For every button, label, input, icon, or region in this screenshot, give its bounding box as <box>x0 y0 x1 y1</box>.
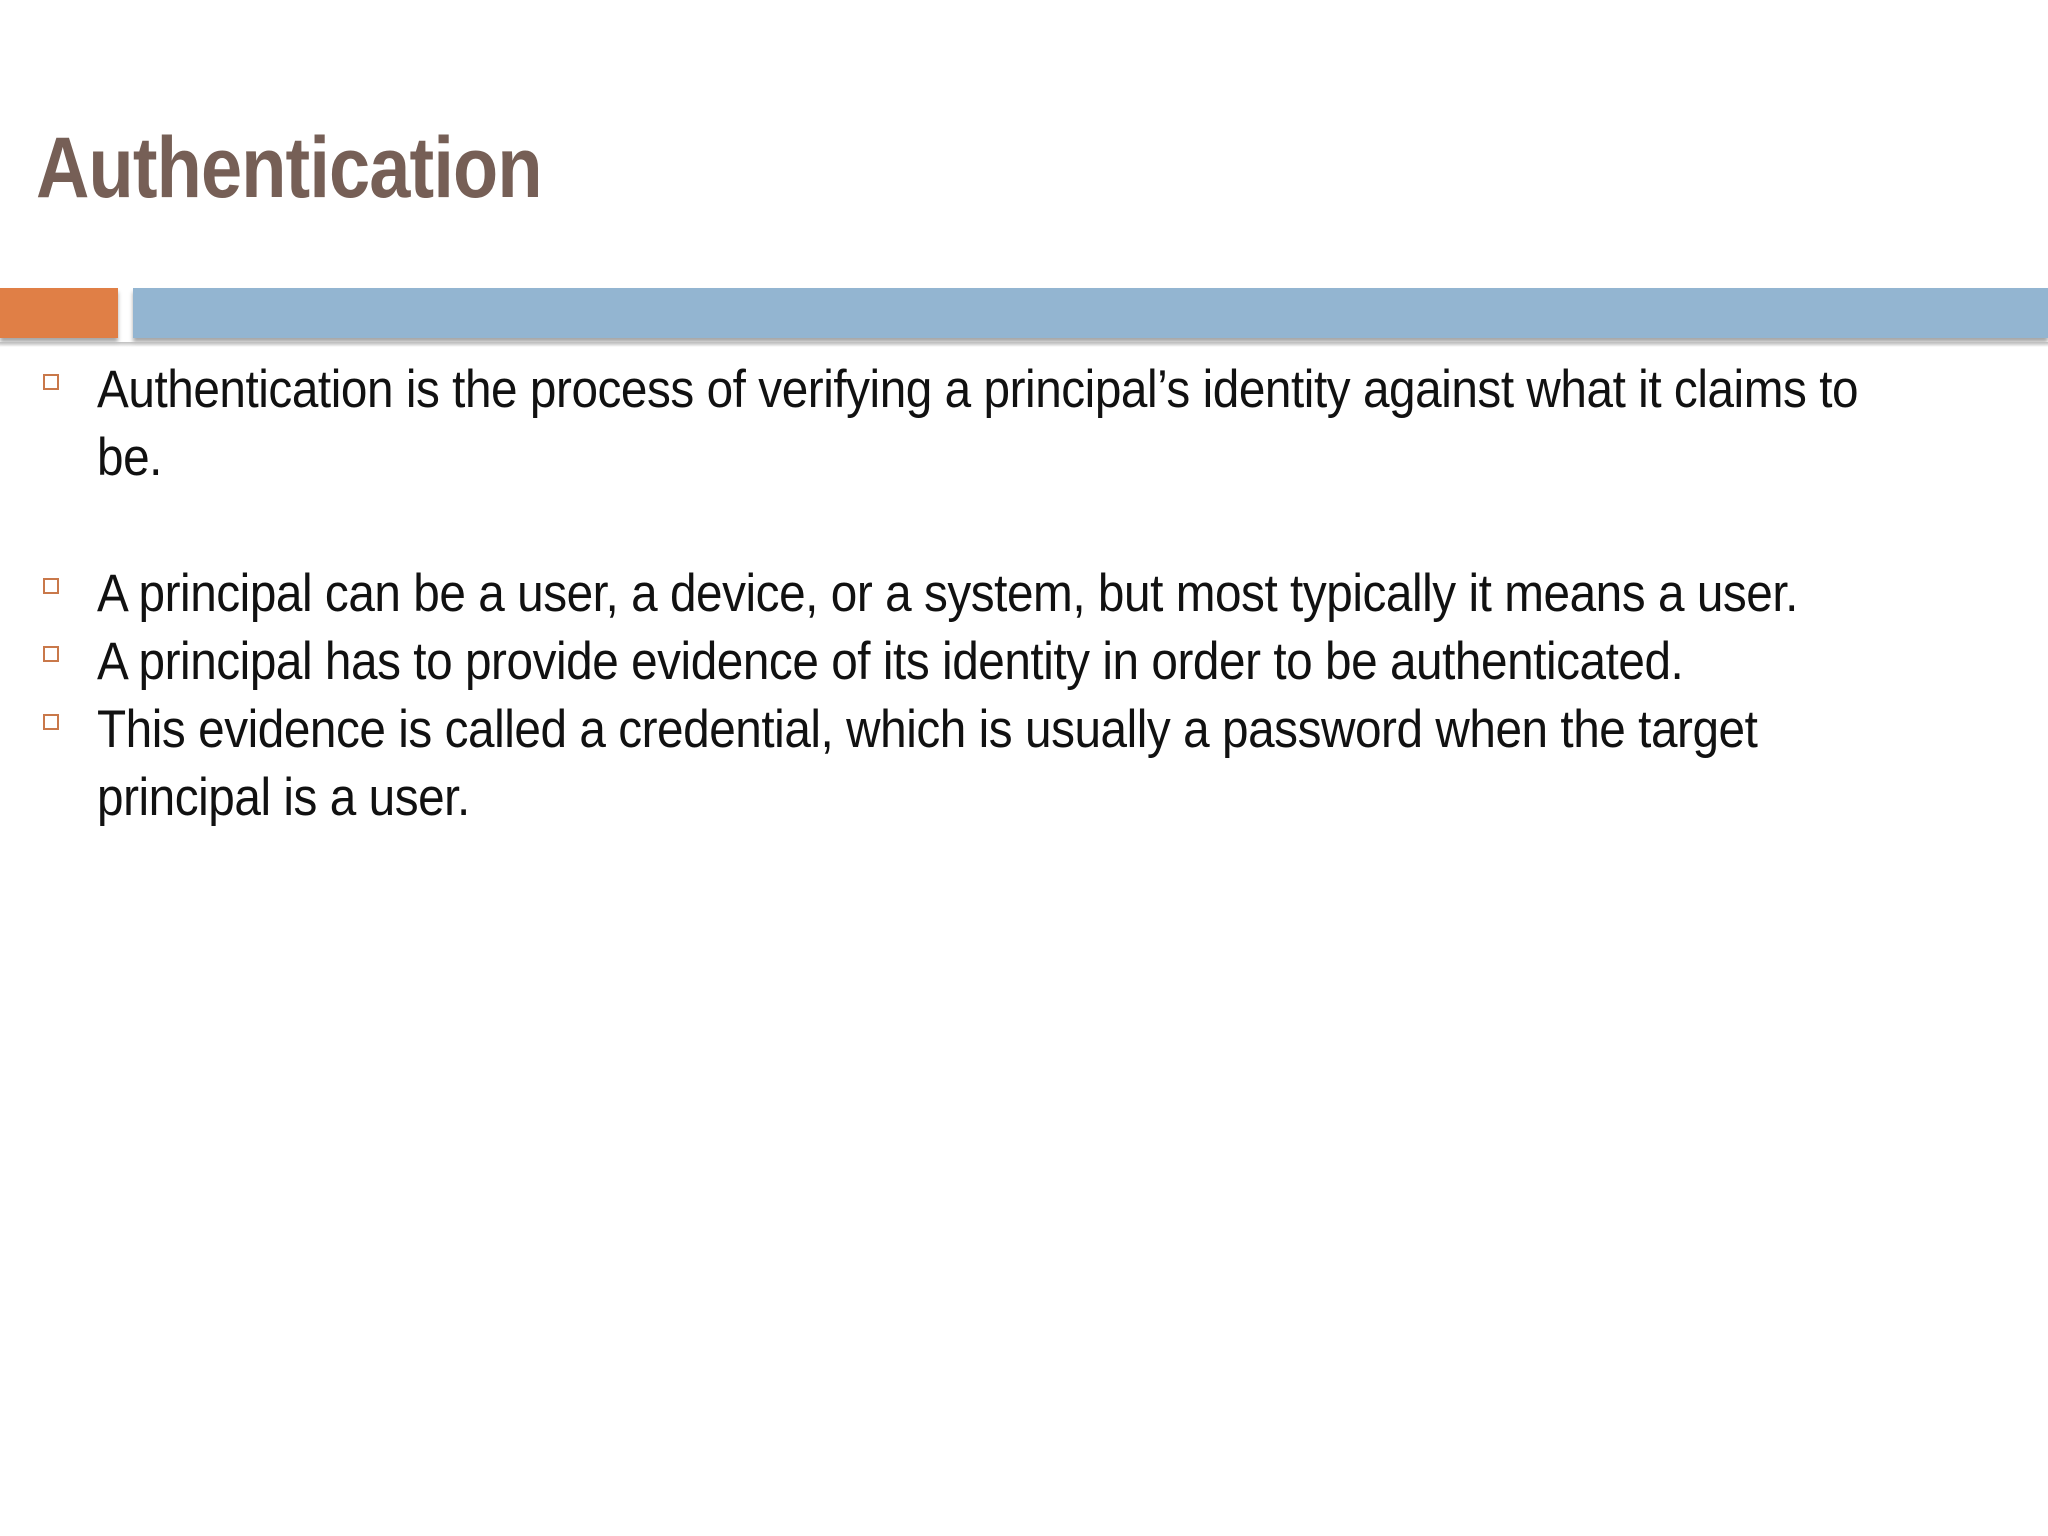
bullet-item <box>0 628 2048 696</box>
square-bullet-icon <box>43 374 59 390</box>
slide-title: Authentication <box>36 120 542 216</box>
bullet-item <box>0 356 2048 492</box>
title-accent-bar <box>0 288 118 338</box>
bullet-text: This evidence is called a credential, which is usually a password when the target principal is a user. <box>97 700 1758 827</box>
bullet-item <box>0 560 2048 628</box>
bullet-text: A principal can be a user, a device, or a system, but most typically it means a user. <box>97 564 1798 623</box>
bullet-text: A principal has to provide evidence of its identity in order to be authenticated. <box>97 632 1684 691</box>
bullet-list <box>0 356 2048 832</box>
square-bullet-icon <box>43 646 59 662</box>
square-bullet-icon <box>43 714 59 730</box>
bullet-text: Authentication is the process of verifying a principal’s identity against what it claims to be. <box>97 360 1859 487</box>
square-bullet-icon <box>43 578 59 594</box>
divider-shadow <box>0 342 2048 347</box>
bullet-item <box>0 696 2048 832</box>
title-divider-bar <box>133 288 2048 338</box>
